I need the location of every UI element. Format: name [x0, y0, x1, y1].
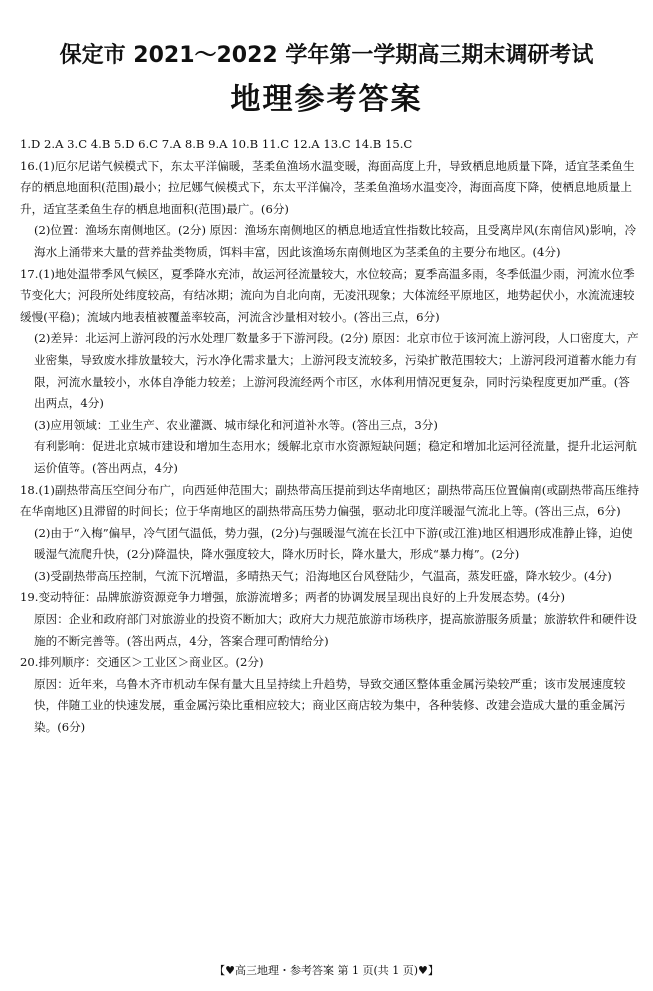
answer-key-title: 地理参考答案 — [230, 82, 423, 117]
answer-body — [20, 134, 640, 739]
footer-left-bracket: 【 — [214, 964, 226, 977]
q18-part3: (3)受副热带高压控制，气流下沉增温，多晴热天气；沿海地区台风登陆少，气温高，蒸发旺盛，降水较少。(4分) — [34, 568, 612, 583]
q16-part1: 16.(1)厄尔尼诺气候模式下，东太平洋偏暖，茎柔鱼渔场水温变暖，海面高度上升，导致栖息地质量下降，适宜茎柔鱼生存的栖息地面积(范围)最小；拉尼娜气候模式下，东太平洋偏冷，茎柔鱼渔场水温变冷，海面高度下降，使栖息地质量上升，适宜茎柔鱼生存的栖息地面积(范围)最广。(6分) — [20, 158, 635, 216]
question-17 — [20, 264, 640, 480]
q17-part1: 17.(1)地处温带季风气候区，夏季降水充沛，故运河径流量较大，水位较高；夏季高温多雨，冬季低温少雨，河流水位季节变化大；河段所处纬度较高，有结冰期；流向为自北向南，无凌汛现象；大体流经平原地区，地势起伏小，水流流速较缓慢(平稳)；流域内地表植被覆盖率较高，河流含沙量相对较小。(答出三点，6分) — [20, 266, 635, 324]
q18-part1: 18.(1)副热带高压空间分布广，向西延伸范围大；副热带高压提前到达华南地区；副热带高压位置偏南(或副热带高压维持在华南地区)且滞留的时间长；位于华南地区的副热带高压势力偏强，驱动北印度洋暖湿气流北上等。(答出三点，6分) — [20, 482, 640, 519]
q17-part3: (3)应用领域：工业生产、农业灌溉、城市绿化和河道补水等。(答出三点，3分) — [34, 417, 438, 432]
footer-text: 高三地理・参考答案 第 1 页(共 1 页) — [234, 964, 419, 977]
question-18 — [20, 480, 640, 588]
q20-part2: 原因：近年来，乌鲁木齐市机动车保有量大且呈持续上升趋势，导致交通区整体重金属污染较严重；该市发展速度较快，伴随工业的快速发展，重金属污染比重相应较大；商业区商店较为集中，各种装修、改建会造成大量的重金属污染。(6分) — [34, 676, 626, 735]
q19-part2: 原因：企业和政府部门对旅游业的投资不断加大；政府大力规范旅游市场秩序，提高旅游服务质量；旅游软件和硬件设施的不断完善等。(答出两点，4分，答案合理可酌情给分) — [34, 612, 637, 648]
q16-part2: (2)位置：渔场东南侧地区。(2分) 原因：渔场东南侧地区的栖息地适宜性指数比较高，且受离岸风(东南信风)影响，冷海水上涌带来大量的营养盐类物质，饵料丰富，因此该渔场东南侧地区为茎柔鱼的主要分布地区。(4分) — [34, 223, 637, 259]
heart-icon: ♥ — [418, 964, 428, 977]
q17-part4: 有利影响：促进北京城市建设和增加生态用水；缓解北京市水资源短缺问题；稳定和增加北运河径流量，提升北运河航运价值等。(答出两点，4分) — [34, 439, 637, 475]
question-19 — [20, 587, 640, 652]
q19-part1: 19.变动特征：品牌旅游资源竞争力增强，旅游流增多；两者的协调发展呈现出良好的上升发展态势。(4分) — [20, 590, 565, 605]
exam-title: 保定市 2021～2022 学年第一学期高三期末调研考试 — [59, 43, 594, 68]
question-16 — [20, 156, 640, 264]
heart-icon: ♥ — [225, 964, 235, 977]
q17-part2: (2)差异：北运河上游河段的污水处理厂数量多于下游河段。(2分) 原因：北京市位于该河流上游河段，人口密度大，产业密集，导致废水排放量较大，污水净化需求量大；上游河段支流较多，污染扩散范围较大；上游河段河道蓄水能力有限，河流水量较小，水体自净能力较差；上游河段流经两个市区，水体利用情况更复杂，同时污染程度更加严重。(答出两点，4分) — [34, 331, 639, 411]
q18-part2: (2)由于“入梅”偏早，冷气团气温低，势力强，(2分)与强暖湿气流在长江中下游(或江淮)地区相遇形成准静止锋，迫使暖湿气流爬升快，(2分)降温快，降水强度较大，降水历时长，降水量大，形成“暴力梅”。(2分) — [34, 525, 633, 562]
page-footer — [0, 962, 653, 978]
q20-part1: 20.排列顺序：交通区＞工业区＞商业区。(2分) — [20, 655, 264, 670]
question-20 — [20, 652, 640, 738]
choice-answers: 1.D 2.A 3.C 4.B 5.D 6.C 7.A 8.B 9.A 10.B 11.C 12.A 13.C 14.B 15.C — [20, 137, 413, 151]
footer-right-bracket: 】 — [427, 964, 439, 977]
